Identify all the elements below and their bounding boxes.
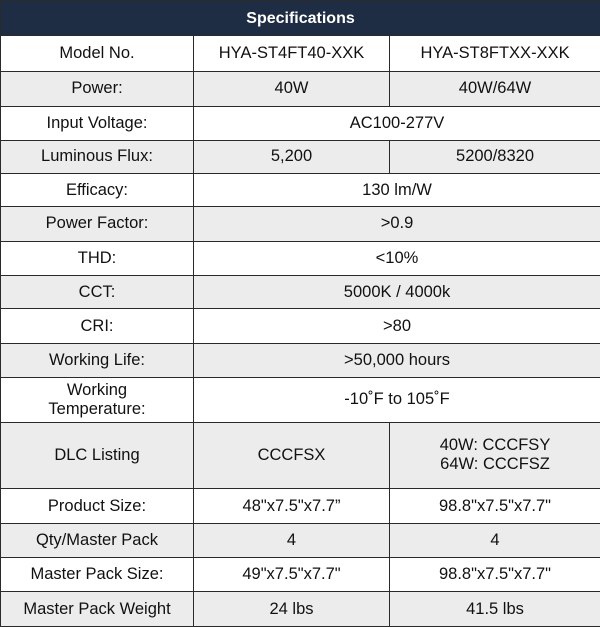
luminous-flux-8ft: 5200/8320 xyxy=(390,140,600,173)
row-dlc-listing xyxy=(1,422,600,489)
qty-master-pack-8ft: 4 xyxy=(390,523,600,557)
row-label: Product Size: xyxy=(1,489,194,523)
qty-master-pack-4ft: 4 xyxy=(194,523,390,557)
row-input-voltage xyxy=(1,107,600,140)
power-4ft: 40W xyxy=(194,71,390,106)
row-label: Master Pack Size: xyxy=(1,558,194,592)
master-pack-size-4ft: 49"x7.5"x7.7" xyxy=(194,558,390,592)
row-model-no xyxy=(1,36,600,71)
row-master-pack-size xyxy=(1,558,600,592)
row-product-size xyxy=(1,489,600,523)
input-voltage-value: AC100-277V xyxy=(194,107,600,140)
row-label: Power Factor: xyxy=(1,207,194,241)
title-row xyxy=(1,1,600,36)
row-label: CRI: xyxy=(1,309,194,343)
row-label: Input Voltage: xyxy=(1,107,194,140)
row-power-factor xyxy=(1,207,600,241)
row-label: THD: xyxy=(1,241,194,275)
dlc-listing-4ft: CCCFSX xyxy=(194,422,390,489)
row-working-life xyxy=(1,343,600,377)
row-cri xyxy=(1,309,600,343)
power-factor-value: >0.9 xyxy=(194,207,600,241)
row-qty-master-pack xyxy=(1,523,600,557)
row-label: Power: xyxy=(1,71,194,106)
master-pack-weight-4ft: 24 lbs xyxy=(194,592,390,627)
row-working-temperature xyxy=(1,378,600,422)
master-pack-weight-8ft: 41.5 lbs xyxy=(390,592,600,627)
cct-value: 5000K / 4000k xyxy=(194,276,600,309)
row-efficacy xyxy=(1,173,600,206)
power-8ft: 40W/64W xyxy=(390,71,600,106)
row-label: CCT: xyxy=(1,276,194,309)
working-life-value: >50,000 hours xyxy=(194,343,600,377)
row-power xyxy=(1,71,600,106)
working-temperature-value: -10˚F to 105˚F xyxy=(194,378,600,422)
model-no-4ft: HYA-ST4FT40-XXK xyxy=(194,36,390,71)
label-line: Temperature: xyxy=(48,399,146,418)
efficacy-value: 130 lm/W xyxy=(194,173,600,206)
luminous-flux-4ft: 5,200 xyxy=(194,140,390,173)
row-luminous-flux xyxy=(1,140,600,173)
row-thd xyxy=(1,241,600,275)
dlc-line: 64W: CCCFSZ xyxy=(440,455,550,474)
row-label: Model No. xyxy=(1,36,194,71)
thd-value: <10% xyxy=(194,241,600,275)
master-pack-size-8ft: 98.8"x7.5"x7.7" xyxy=(390,558,600,592)
product-size-8ft: 98.8"x7.5"x7.7" xyxy=(390,489,600,523)
row-label: DLC Listing xyxy=(1,422,194,489)
row-label xyxy=(1,378,194,422)
row-label: Luminous Flux: xyxy=(1,140,194,173)
dlc-line: 40W: CCCFSY xyxy=(439,436,551,455)
row-label: Efficacy: xyxy=(1,173,194,206)
row-label: Working Life: xyxy=(1,343,194,377)
product-size-4ft: 48"x7.5"x7.7” xyxy=(194,489,390,523)
row-cct xyxy=(1,276,600,309)
row-master-pack-weight xyxy=(1,592,600,627)
row-label: Qty/Master Pack xyxy=(1,523,194,557)
cri-value: >80 xyxy=(194,309,600,343)
row-label: Master Pack Weight xyxy=(1,592,194,627)
table-title: Specifications xyxy=(1,1,600,36)
dlc-listing-8ft xyxy=(390,422,600,489)
label-line: Working xyxy=(66,380,128,399)
model-no-8ft: HYA-ST8FTXX-XXK xyxy=(390,36,600,71)
